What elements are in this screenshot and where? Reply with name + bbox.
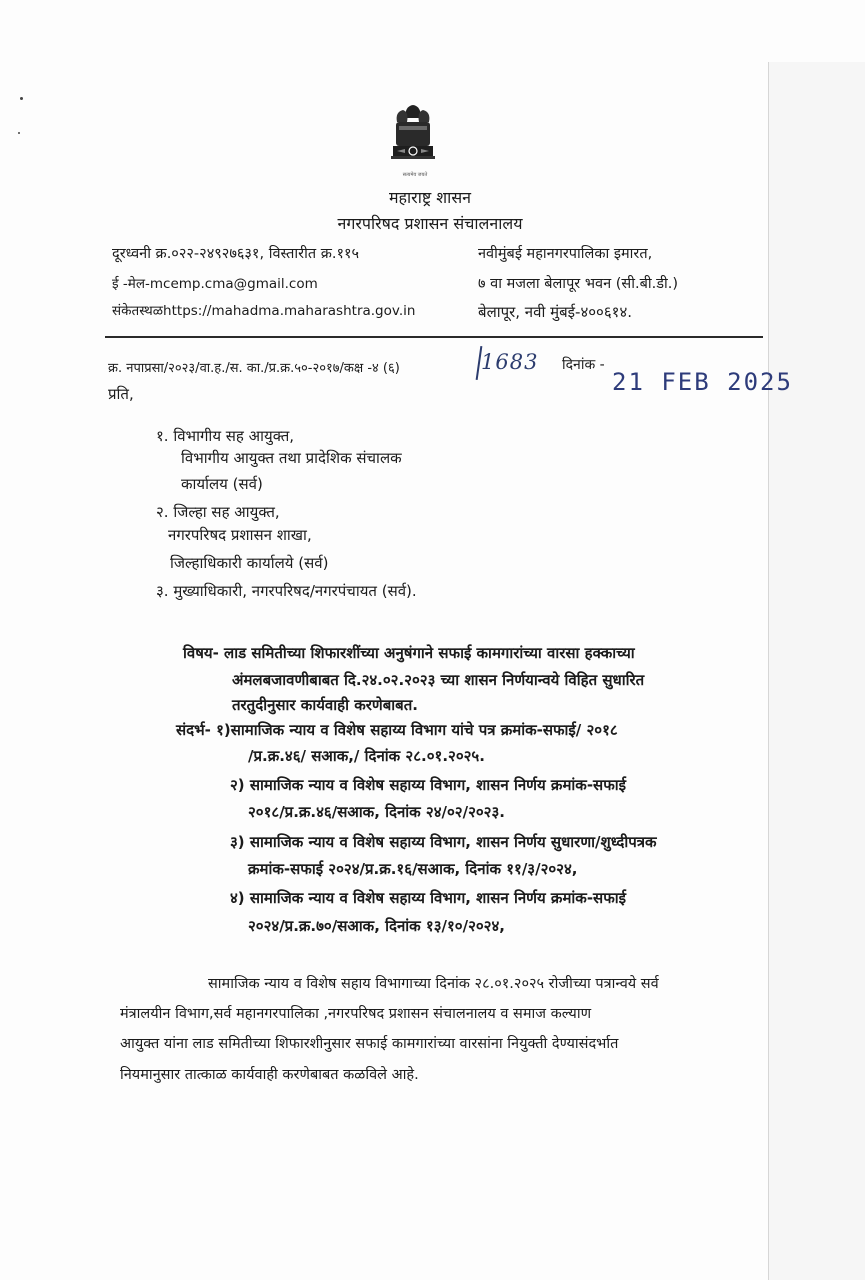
- emblem-motto: सत्यमेव जयते: [402, 172, 428, 178]
- subject-line: अंमलबजावणीबाबत दि.२४.०२.२०२३ च्या शासन निर्णयान्वये विहित सुधारित: [232, 671, 645, 689]
- reference-line: ३) सामाजिक न्याय व विशेष सहाय्य विभाग, शासन निर्णय सुधारणा/शुध्दीपत्रक: [230, 833, 657, 851]
- scan-speck: [20, 97, 23, 100]
- date-label: दिनांक -: [562, 357, 605, 373]
- page-edge-shadow: [769, 62, 865, 1280]
- addressee-line: ३. मुख्याधिकारी, नगरपरिषद/नगरपंचायत (सर्व).: [156, 582, 417, 600]
- reference-line: २) सामाजिक न्याय व विशेष सहाय्य विभाग, शासन निर्णय क्रमांक-सफाई: [230, 776, 627, 794]
- handwritten-outward-number: 1683: [481, 350, 539, 374]
- reference-line: क्रमांक-सफाई २०२४/प्र.क्र.१६/सआक, दिनांक ११/३/२०२४,: [248, 860, 578, 878]
- directorate-name: नगरपरिषद प्रशासन संचालनालय: [337, 214, 523, 233]
- office-address-line1: नवीमुंबई महानगरपालिका इमारत,: [478, 246, 653, 262]
- body-line: सामाजिक न्याय व विशेष सहाय विभागाच्या दिनांक २८.०१.२०२५ रोजीच्या पत्रान्वये सर्व: [208, 976, 659, 992]
- header-divider: [105, 336, 763, 338]
- state-emblem-icon: [383, 100, 443, 172]
- reference-line: /प्र.क्र.४६/ सआक,/ दिनांक २८.०१.२०२५.: [248, 747, 485, 765]
- reference-line: संदर्भ- १)सामाजिक न्याय व विशेष सहाय्य विभाग यांचे पत्र क्रमांक-सफाई/ २०१८: [176, 721, 618, 739]
- body-line: नियमानुसार तात्काळ कार्यवाही करणेबाबत कळविले आहे.: [120, 1067, 419, 1083]
- addressee-line: जिल्हाधिकारी कार्यालये (सर्व): [170, 554, 329, 572]
- government-name: महाराष्ट्र शासन: [388, 188, 472, 207]
- addressee-line: विभागीय आयुक्त तथा प्रादेशिक संचालक: [181, 449, 402, 467]
- office-address-line2: ७ वा मजला बेलापूर भवन (सी.बी.डी.): [478, 276, 679, 292]
- email-address: ई -मेल-mcemp.cma@gmail.com: [112, 276, 318, 292]
- addressee-line: नगरपरिषद प्रशासन शाखा,: [168, 526, 312, 544]
- addressee-line: कार्यालय (सर्व): [181, 475, 263, 493]
- body-line: आयुक्त यांना लाड समितीच्या शिफारशीनुसार सफाई कामगारांच्या वारसांना नियुक्ती देण्यासंदर्भात: [120, 1036, 619, 1052]
- subject-line: तरतुदीनुसार कार्यवाही करणेबाबत.: [232, 696, 418, 714]
- scan-speck: [18, 132, 20, 134]
- to-label: प्रति,: [108, 385, 134, 403]
- reference-line: ४) सामाजिक न्याय व विशेष सहाय्य विभाग, शासन निर्णय क्रमांक-सफाई: [230, 889, 627, 907]
- page-edge: [768, 62, 769, 1280]
- reference-line: २०२४/प्र.क्र.७०/सआक, दिनांक १३/१०/२०२४,: [248, 917, 505, 935]
- website-url: संकेतस्थळhttps://mahadma.maharashtra.gov.in: [112, 303, 416, 319]
- phone-number: दूरध्वनी क्र.०२२-२४९२७६३१, विस्तारीत क्र.११५: [112, 246, 360, 262]
- body-line: मंत्रालयीन विभाग,सर्व महानगरपालिका ,नगरपरिषद प्रशासन संचालनालय व समाज कल्याण: [120, 1006, 592, 1022]
- office-address-line3: बेलापूर, नवी मुंबई-४००६१४.: [478, 303, 633, 321]
- reference-line: २०१८/प्र.क्र.४६/सआक, दिनांक २४/०२/२०२३.: [248, 803, 505, 821]
- reference-number: क्र. नपाप्रसा/२०२३/वा.ह./स. का./प्र.क्र.५०-२०१७/कक्ष -४ (६): [108, 361, 400, 376]
- addressee-line: १. विभागीय सह आयुक्त,: [156, 427, 295, 445]
- subject-line: विषय- लाड समितीच्या शिफारशींच्या अनुषंगाने सफाई कामगारांच्या वारसा हक्काच्या: [183, 644, 635, 662]
- date-stamp: 21 FEB 2025: [612, 368, 793, 396]
- addressee-line: २. जिल्हा सह आयुक्त,: [156, 503, 280, 521]
